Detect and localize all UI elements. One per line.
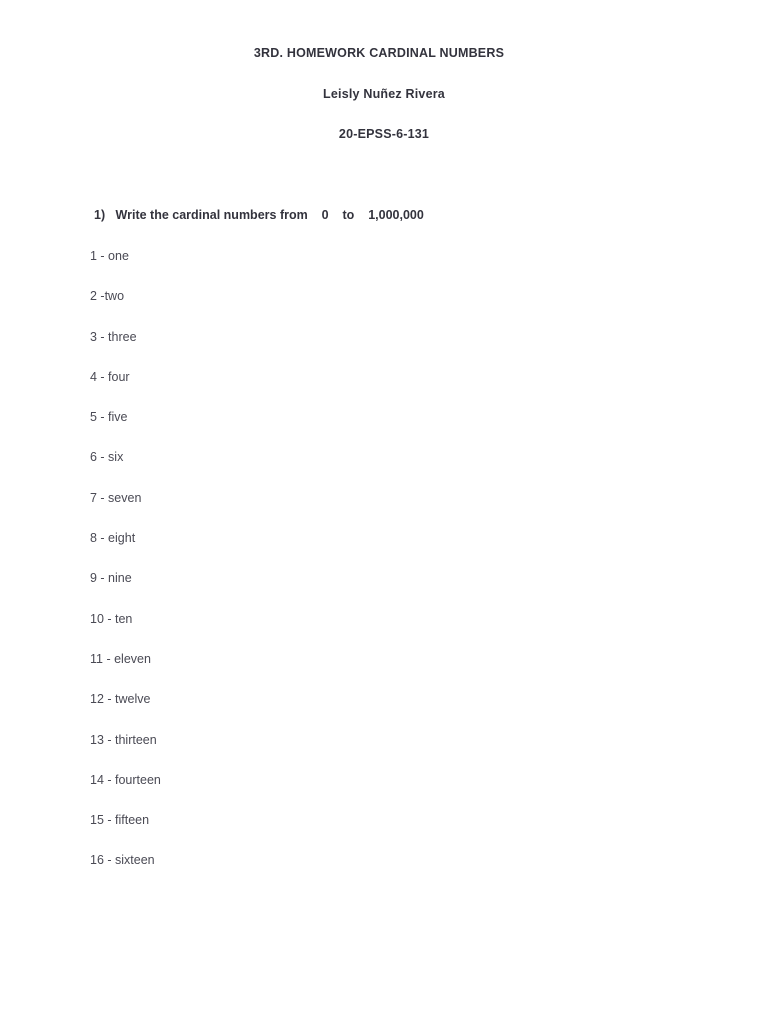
author-name: Leisly Nuñez Rivera bbox=[323, 87, 445, 101]
question-1 bbox=[94, 208, 424, 222]
range-end: 1,000,000 bbox=[368, 208, 424, 222]
list-item: 5 - five bbox=[90, 410, 128, 425]
list-item: 15 - fifteen bbox=[90, 813, 150, 828]
range-to-word: to bbox=[342, 208, 355, 222]
list-item: 10 - ten bbox=[90, 611, 133, 626]
list-item: 7 - seven bbox=[90, 490, 142, 505]
list-item: 14 - fourteen bbox=[90, 772, 161, 787]
list-item: 3 - three bbox=[90, 329, 137, 344]
list-item: 6 - six bbox=[90, 450, 124, 465]
document-title: 3RD. HOMEWORK CARDINAL NUMBERS bbox=[253, 46, 505, 60]
range-start: 0 bbox=[321, 208, 329, 222]
student-code: 20-EPSS-6-131 bbox=[338, 127, 430, 141]
list-item: 12 - twelve bbox=[90, 692, 151, 707]
cardinal-number-list bbox=[90, 249, 161, 894]
list-item: 2 -two bbox=[90, 289, 125, 304]
question-text: Write the cardinal numbers from bbox=[115, 208, 308, 222]
list-item: 9 - nine bbox=[90, 571, 132, 586]
list-item: 4 - four bbox=[90, 369, 130, 384]
question-number: 1) bbox=[94, 208, 106, 222]
list-item: 1 - one bbox=[90, 249, 129, 263]
list-item: 13 - thirteen bbox=[90, 732, 157, 747]
list-item: 16 - sixteen bbox=[90, 853, 155, 868]
list-item: 11 - eleven bbox=[90, 651, 151, 666]
list-item: 8 - eight bbox=[90, 531, 136, 546]
